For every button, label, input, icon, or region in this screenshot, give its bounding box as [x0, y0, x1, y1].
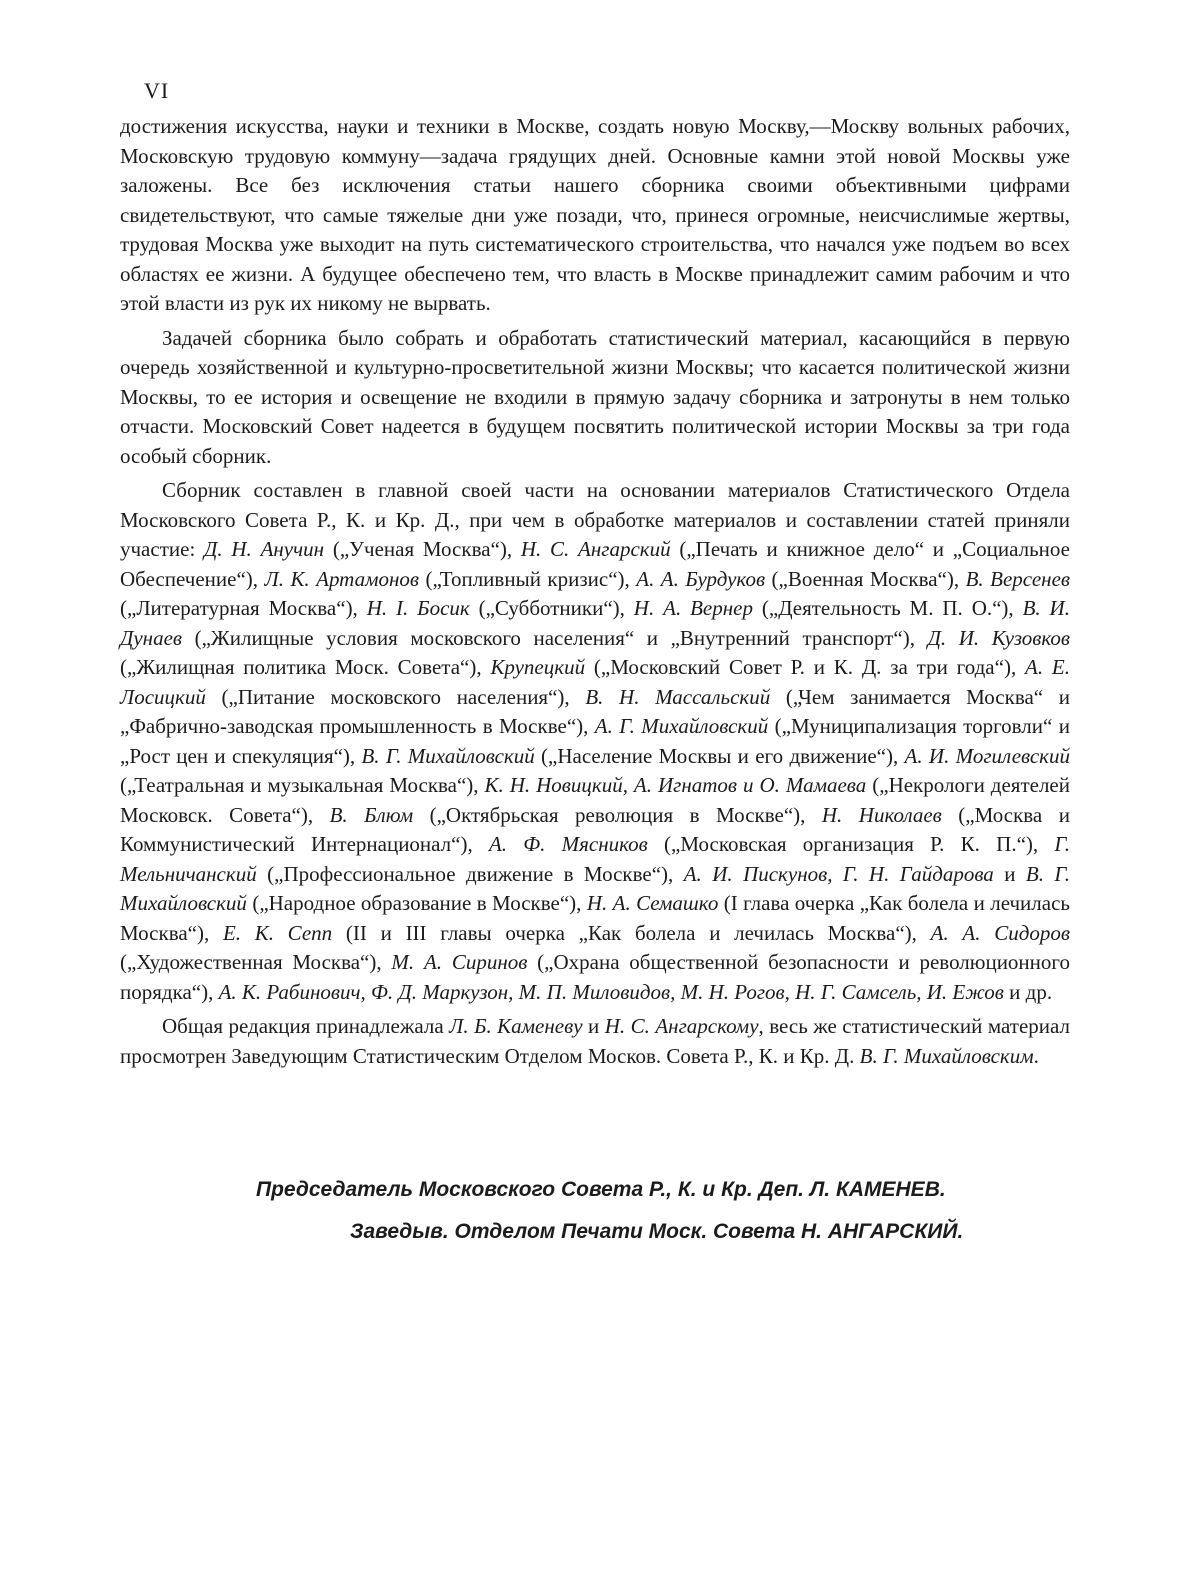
text-run: („Литературная Москва“),: [120, 596, 367, 620]
author-name: Крупецкий: [490, 655, 586, 679]
author-name: Д. Н. Анучин: [204, 537, 325, 561]
author-name: Г. Мельничанский: [120, 832, 1071, 886]
author-name: Л. Б. Каменеву: [449, 1014, 583, 1038]
paragraph: [120, 324, 1070, 472]
text-run: (II и III главы очерка „Как болела и лечилась Москва“),: [332, 920, 931, 945]
text-run: („Ученая Москва“),: [324, 537, 521, 561]
author-name: В. Г. Михайловский: [361, 743, 535, 768]
author-name: В. Блюм: [329, 802, 414, 827]
author-name: А. Ф. Мясников: [488, 832, 648, 856]
text-run: Задачей сборника было собрать и обработать статистический материал, касающийся в первую очередь хозяйственной и культурно-просветительной жизни Москвы; что касается политической жизни Москвы, то ее история и освещение не входили в прямую задачу сборника и затронуты в нем только отчасти. Московский Совет надеется в будущем посвятить политической истории Москвы за три года особый сборник.: [120, 325, 1070, 468]
text-run: Сборник составлен в главной своей части на основании материалов Статистического Отдела Московского Совета Р., К. и Кр. Д., при чем в обработке материалов и составлении статей приняли участие:: [120, 478, 1070, 561]
text-run: , весь же статистический материал просмотрен Заведующим Статистическим Отделом Москов. Совета Р., К. и Кр. Д.: [120, 1014, 1070, 1068]
text-run: („Печать и книжное дело“ и „Социальное Обеспечение“),: [120, 537, 1070, 591]
text-run: („Театральная и музыкальная Москва“),: [120, 773, 485, 797]
author-name: В. Версенев: [965, 566, 1070, 591]
text-run: достижения искусства, науки и техники в Москве, создать новую Москву,—Москву вольных рабочих, Московскую трудовую коммуну—задача грядущих дней. Основные камни этой новой Москвы уже заложены. Все без исключения статьи нашего сборника своими объективными цифрами свидетельствуют, что самые тяжелые дни уже позади, что, принеся огромные, неисчислимые жертвы, трудовая Москва уже выходит на путь систематического строительства, что начался уже подъем во всех областях ее жизни. А будущее обеспечено тем, что власть в Москве принадлежит самим рабочим и что этой власти из рук их никому не вырвать.: [120, 114, 1070, 315]
author-name: А. К. Рабинович, Ф. Д. Маркузон, М. П. Миловидов, М. Н. Рогов, Н. Г. Самсель, И. Ежов: [218, 979, 1004, 1004]
text-run: и: [993, 861, 1026, 886]
text-run: („Деятельность М. П. О.“),: [752, 596, 1023, 620]
author-name: В. И. Дунаев: [120, 596, 1070, 650]
author-name: М. А. Сиринов: [391, 950, 528, 974]
text-run: („Население Москвы и его движение“),: [534, 743, 905, 768]
paragraph: [120, 112, 1070, 319]
text-run: („Чем занимается Москва“ и „Фабрично-заводская промышленность в Москве“),: [120, 684, 1070, 738]
author-name: В. Г. Михайловский: [120, 861, 1070, 915]
author-name: К. Н. Новицкий, А. Игнатов и О. Мамаева: [484, 773, 867, 797]
text-run: („Москва и Коммунистический Интернационал“),: [120, 802, 1070, 856]
text-run: („Московский Совет Р. и К. Д. за три года“),: [585, 655, 1026, 679]
author-name: Н. А. Семашко: [586, 891, 719, 915]
text-run: („Жилищная политика Моск. Совета“),: [120, 655, 491, 679]
author-name: Н. А. Вернер: [633, 596, 753, 620]
text-run: („Топливный кризис“),: [419, 566, 637, 591]
text-run: („Субботники“),: [469, 596, 634, 620]
author-name: Н. Николаев: [821, 802, 942, 827]
text-run: .: [1033, 1043, 1039, 1068]
paragraph: [120, 1012, 1070, 1071]
text-run: Общая редакция принадлежала: [162, 1014, 450, 1038]
text-run: („Московская организация Р. К. П.“),: [647, 832, 1055, 856]
text-run: („Военная Москва“),: [765, 566, 966, 591]
text-run: („Муниципализация торговли“ и „Рост цен и спекуляция“),: [120, 714, 1070, 768]
text-run: (I глава очерка „Как болела и лечилась Москва“),: [120, 891, 1070, 945]
text-run: и: [582, 1014, 605, 1038]
text-run: („Некрологи деятелей Московск. Совета“),: [120, 773, 1070, 827]
text-run: („Профессиональное движение в Москве“),: [256, 861, 684, 886]
text-run: („Питание московского населения“),: [205, 684, 586, 709]
text-run: („Народное образование в Москве“),: [246, 891, 587, 915]
author-name: Н. С. Ангарскому: [604, 1014, 759, 1038]
author-name: А. А. Бурдуков: [636, 566, 766, 591]
author-name: Л. К. Артамонов: [264, 566, 420, 591]
text-run: („Октябрьская революция в Москве“),: [413, 802, 822, 827]
paragraph: [120, 476, 1070, 1007]
author-name: Н. С. Ангарский: [520, 537, 671, 561]
text-run: („Художественная Москва“),: [120, 950, 392, 974]
text-run: („Жилищные условия московского населения“ и „Внутренний транспорт“),: [182, 625, 928, 650]
author-name: Д. И. Кузовков: [927, 625, 1070, 650]
text-run: („Охрана общественной безопасности и революционного порядка“),: [120, 950, 1071, 1004]
body-text: [120, 112, 1070, 1071]
author-name: А. А. Сидоров: [930, 920, 1070, 945]
author-name: Е. К. Сепп: [222, 920, 333, 945]
signature-chairman: Председатель Московского Совета Р., К. и Кр. Деп. Л. КАМЕНЕВ.: [256, 1178, 946, 1201]
author-name: Н. І. Босик: [366, 596, 470, 620]
text-run: и др.: [1003, 979, 1053, 1004]
author-name: А. Г. Михайловский: [594, 714, 769, 738]
author-name: А. Е. Лосицкий: [120, 655, 1070, 709]
signature-press-head: Заведыв. Отделом Печати Моск. Совета Н. АНГАРСКИЙ.: [350, 1220, 964, 1243]
author-name: А. И. Пискунов, Г. Н. Гайдарова: [683, 861, 994, 886]
author-name: А. И. Могилевский: [904, 743, 1070, 768]
page-number: VI: [144, 78, 170, 103]
author-name: В. Н. Массальский: [585, 684, 771, 709]
author-name: В. Г. Михайловским: [859, 1043, 1034, 1068]
